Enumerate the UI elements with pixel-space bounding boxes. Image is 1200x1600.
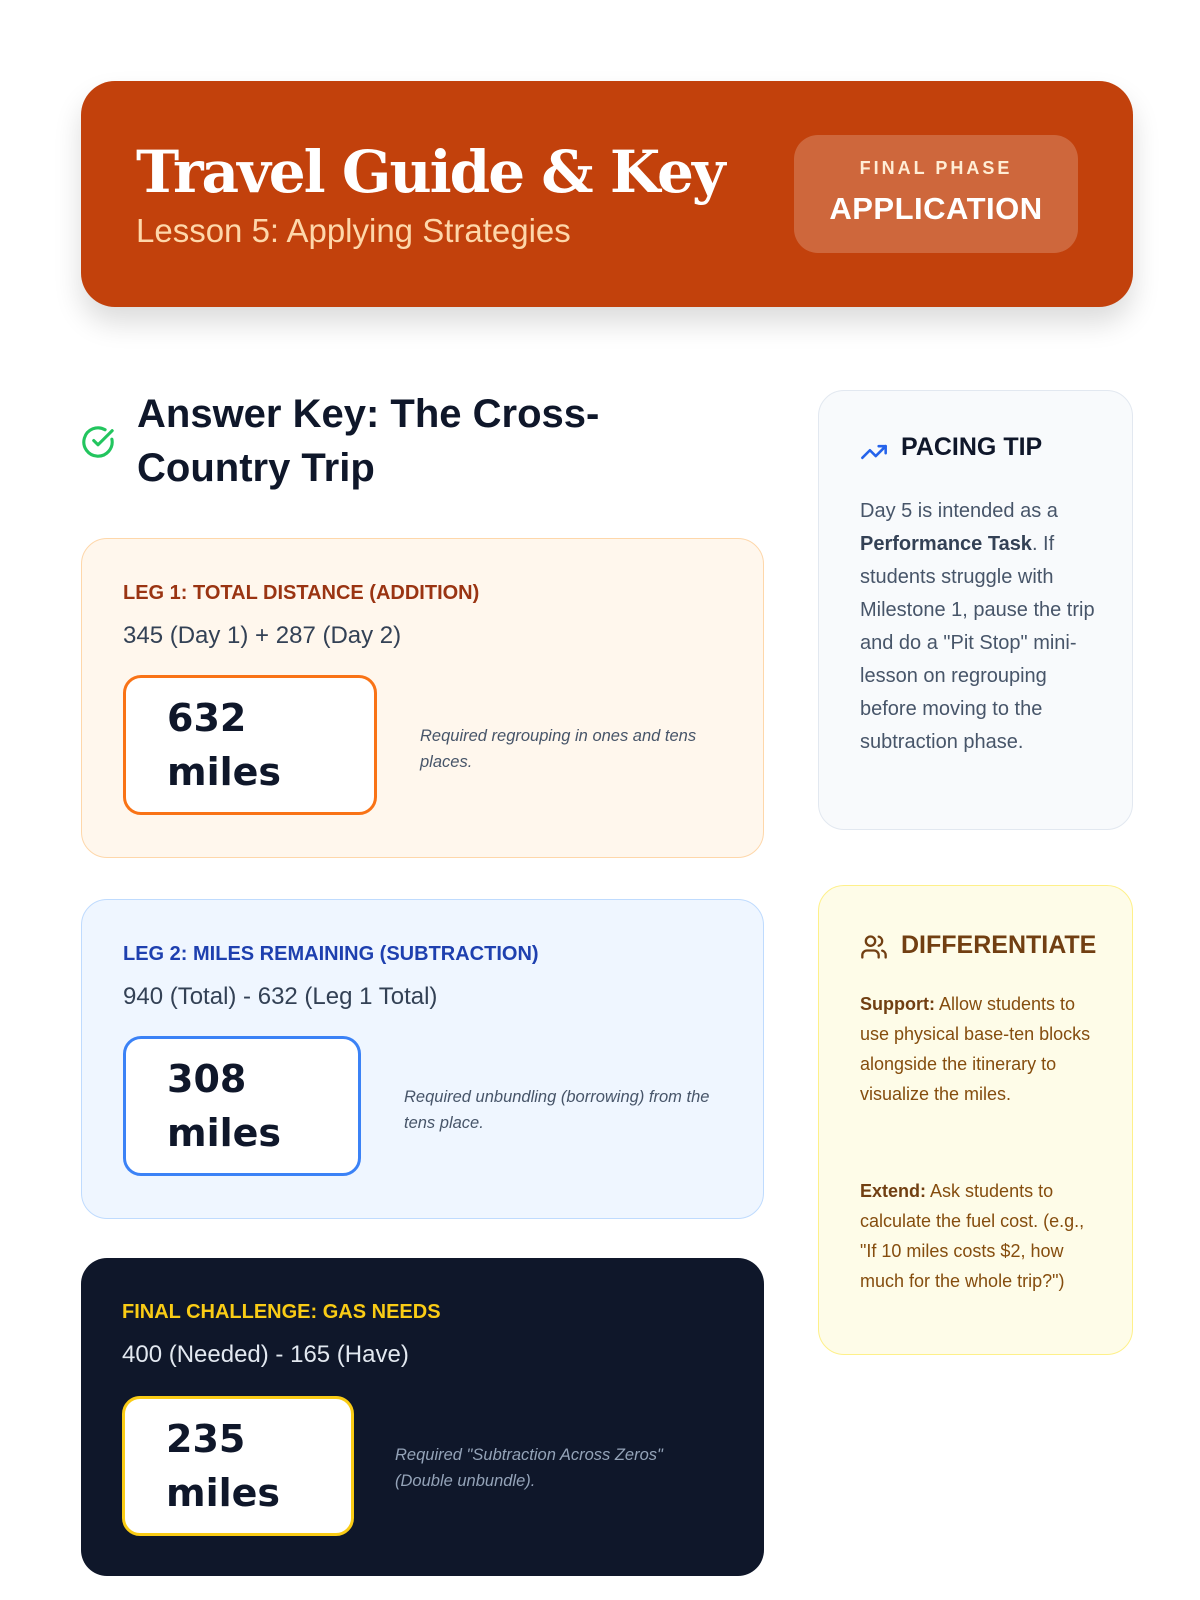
page-title: Travel Guide & Key bbox=[136, 138, 724, 206]
page-subtitle: Lesson 5: Applying Strategies bbox=[136, 212, 571, 249]
answer-value: 235 bbox=[166, 1417, 246, 1461]
pacing-emphasis: Performance Task bbox=[860, 533, 1032, 555]
support-text: Support: Allow students to use physical base-ten blocks alongside the itinerary to visualize the miles. bbox=[860, 994, 1091, 1104]
header-banner bbox=[81, 81, 1133, 307]
answer-unit: miles bbox=[167, 750, 282, 794]
section-title: Answer Key: The Cross-Country Trip bbox=[137, 392, 600, 490]
answer-unit: miles bbox=[167, 1111, 282, 1155]
extend-text: Extend: Ask students to calculate the fuel cost. (e.g., "If 10 miles costs $2, how much for the whole trip?") bbox=[860, 1181, 1085, 1291]
leg-card-2 bbox=[81, 899, 764, 1219]
answer-value: 632 bbox=[167, 696, 247, 740]
phase-value: APPLICATION bbox=[829, 191, 1043, 226]
answer-box bbox=[123, 1036, 361, 1176]
phase-label: FINAL PHASE bbox=[859, 158, 1013, 178]
differentiate-title: DIFFERENTIATE bbox=[901, 931, 1097, 959]
leg-equation: 400 (Needed) - 165 (Have) bbox=[122, 1341, 409, 1368]
check-circle-icon bbox=[81, 425, 115, 459]
pacing-tip-card bbox=[818, 390, 1133, 830]
users-icon bbox=[860, 933, 888, 961]
answer-value: 308 bbox=[167, 1057, 247, 1101]
trending-up-icon bbox=[860, 438, 888, 466]
answer-box bbox=[122, 1396, 354, 1536]
leg-card-1 bbox=[81, 538, 764, 858]
leg-note: Required "Subtraction Across Zeros" (Double unbundle). bbox=[395, 1446, 663, 1490]
pacing-title: PACING TIP bbox=[901, 433, 1043, 461]
phase-badge bbox=[794, 135, 1078, 253]
answer-unit: miles bbox=[166, 1471, 281, 1515]
leg-equation: 940 (Total) - 632 (Leg 1 Total) bbox=[123, 983, 438, 1010]
final-challenge-card bbox=[81, 1258, 764, 1576]
leg-label: LEG 2: MILES REMAINING (SUBTRACTION) bbox=[123, 943, 539, 965]
leg-equation: 345 (Day 1) + 287 (Day 2) bbox=[123, 622, 402, 649]
differentiate-card bbox=[818, 885, 1133, 1355]
leg-note: Required regrouping in ones and tens places. bbox=[420, 727, 697, 771]
leg-label: FINAL CHALLENGE: GAS NEEDS bbox=[122, 1301, 441, 1323]
pacing-text: Day 5 is intended as a Performance Task. If students struggle with Milestone 1, pause the trip and do a "Pit Stop" mini-lesson on regrouping before moving to the subtraction phase. bbox=[860, 500, 1095, 753]
answer-box bbox=[123, 675, 377, 815]
leg-note: Required unbundling (borrowing) from the tens place. bbox=[404, 1088, 710, 1132]
leg-label: LEG 1: TOTAL DISTANCE (ADDITION) bbox=[123, 582, 480, 604]
